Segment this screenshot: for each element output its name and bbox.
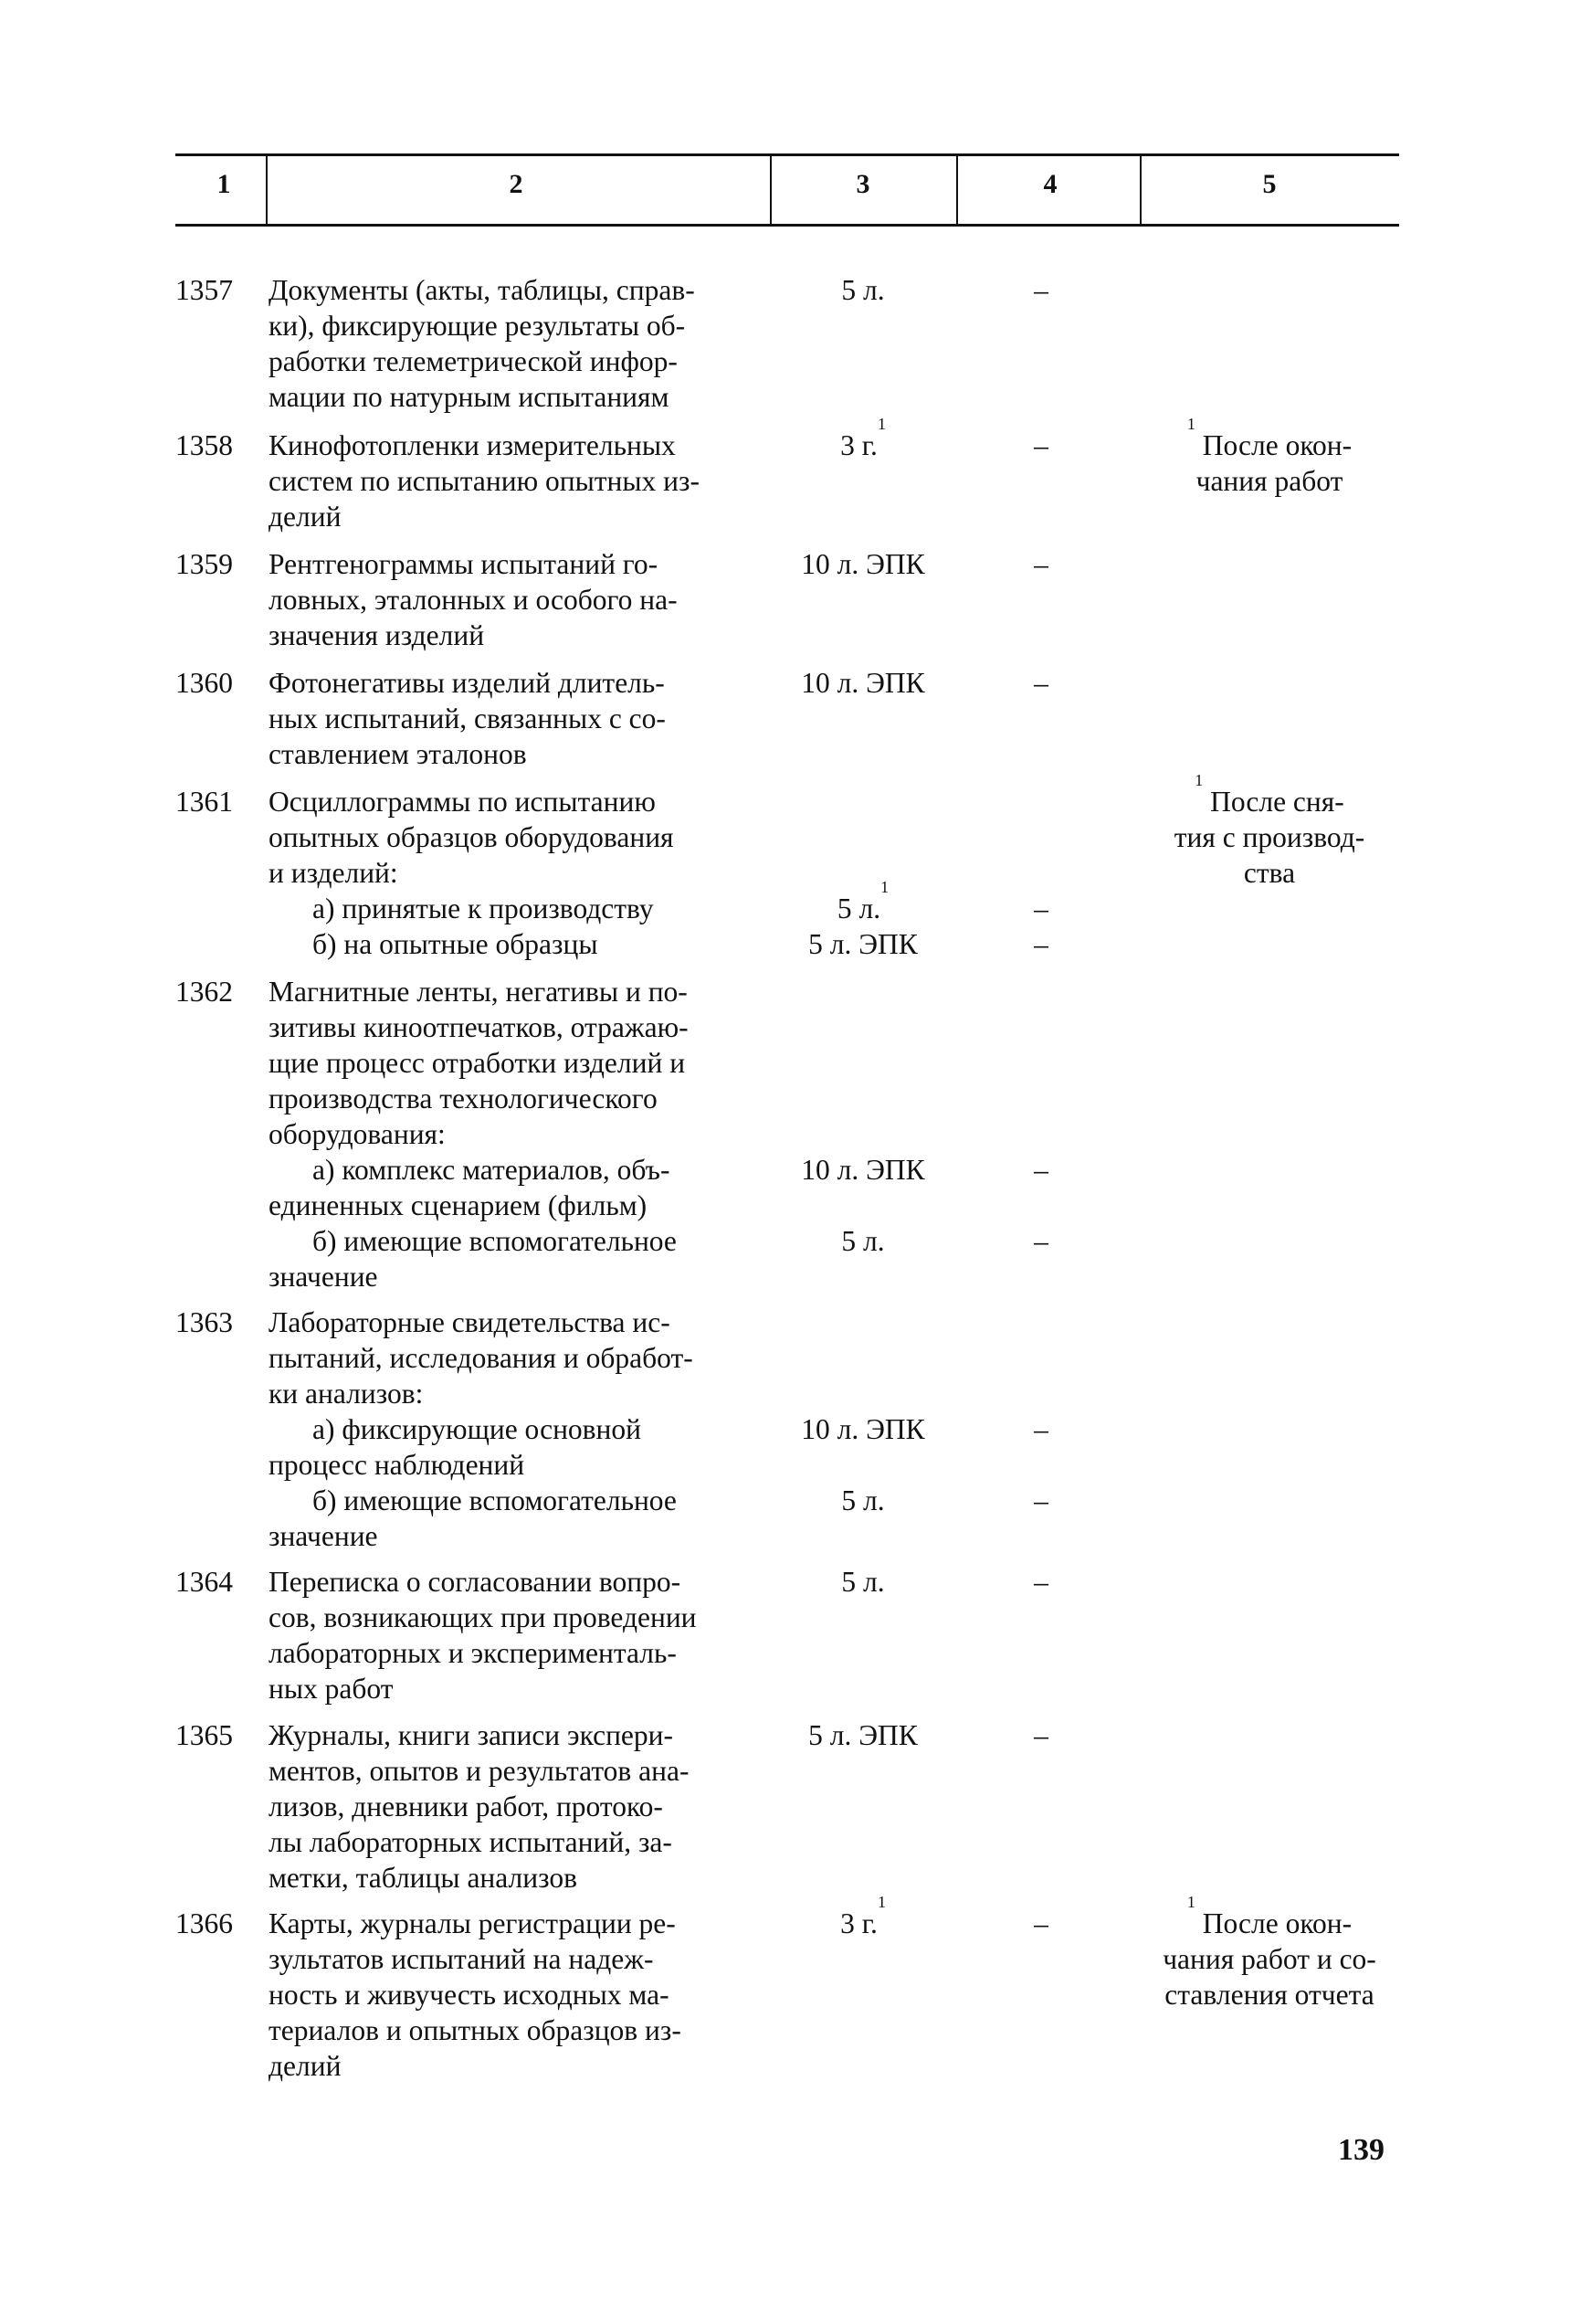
footnote-note-line: ставления отчета: [1164, 1979, 1374, 2011]
term-text: 3 г.: [840, 429, 878, 461]
retention-term: 5 л.: [841, 1566, 885, 1598]
column-4-dash: –: [1034, 548, 1048, 580]
header-col-2: 2: [509, 169, 523, 199]
footnote-note: [1132, 1893, 1406, 1941]
row-description-line: делий: [269, 2050, 342, 2082]
row-description-line: щие процесс отработки изделий и: [269, 1047, 686, 1079]
footnote-note: [1132, 415, 1406, 463]
row-number: 1361: [175, 786, 233, 818]
row-description-line: Магнитные ленты, негативы и по-: [269, 976, 688, 1008]
footnote-note-line: чания работ: [1195, 465, 1343, 497]
footnote-mark: 1: [1186, 415, 1195, 433]
retention-term: [767, 1893, 959, 1941]
column-4-dash: –: [1034, 429, 1048, 461]
row-description-line: ных испытаний, связанных с со-: [269, 702, 666, 734]
sub-item-line: б) имеющие вспомогательное: [312, 1484, 677, 1516]
note-line: После окон-: [1202, 1907, 1353, 1939]
row-description-line: значения изделий: [269, 619, 485, 651]
header-bottom-rule: [175, 224, 1399, 227]
sub-item-continuation: процесс наблюдений: [269, 1449, 525, 1481]
retention-term: [767, 415, 959, 463]
row-description-line: Переписка о согласовании вопро-: [269, 1566, 681, 1598]
row-description-line: делий: [269, 501, 342, 533]
row-number: 1358: [175, 429, 233, 461]
footnote-note-line: тия с производ-: [1174, 821, 1365, 853]
row-description-line: ловных, эталонных и особого на-: [269, 584, 678, 616]
footnote-note: [1132, 771, 1406, 819]
row-description-line: ки), фиксирующие результаты об-: [269, 310, 686, 342]
footnote-note-line: чания работ и со-: [1163, 1943, 1376, 1975]
header-divider-4: [1140, 156, 1142, 224]
sub-item-line: а) принятые к производству: [312, 893, 654, 924]
column-4-dash: –: [1034, 1719, 1048, 1751]
row-description-line: сов, возникающих при проведении: [269, 1601, 697, 1633]
retention-term: 10 л. ЭПК: [801, 667, 925, 699]
row-description-line: систем по испытанию опытных из-: [269, 465, 700, 497]
header-col-3: 3: [856, 169, 870, 199]
sub-item-continuation: единенных сценарием (фильм): [269, 1189, 648, 1221]
row-description-line: опытных образцов оборудования: [269, 821, 674, 853]
sub-item-line: б) на опытные образцы: [312, 928, 598, 960]
row-number: 1357: [175, 274, 233, 306]
row-description-line: зитивы киноотпечатков, отражаю-: [269, 1011, 689, 1043]
term-text: 5 л.: [837, 893, 881, 924]
row-number: 1363: [175, 1306, 233, 1338]
row-description-line: Фотонегативы изделий длитель-: [269, 667, 665, 699]
sub-item-line: а) комплекс материалов, объ-: [312, 1154, 670, 1186]
retention-term: 5 л. ЭПК: [808, 1719, 918, 1751]
retention-term: [767, 878, 959, 926]
row-number: 1365: [175, 1719, 233, 1751]
column-4-dash: –: [1034, 1413, 1048, 1445]
column-4-dash: –: [1034, 1484, 1048, 1516]
column-4-dash: –: [1034, 1225, 1048, 1257]
column-4-dash: –: [1034, 928, 1048, 960]
row-number: 1359: [175, 548, 233, 580]
sub-item-line: б) имеющие вспомогательное: [312, 1225, 677, 1257]
footnote-mark: 1: [877, 1893, 886, 1911]
retention-term: 10 л. ЭПК: [801, 548, 925, 580]
row-description-line: Осциллограммы по испытанию: [269, 786, 656, 818]
row-number: 1364: [175, 1566, 233, 1598]
column-4-dash: –: [1034, 893, 1048, 924]
column-4-dash: –: [1034, 1566, 1048, 1598]
column-4-dash: –: [1034, 667, 1048, 699]
row-description-line: ставлением эталонов: [269, 738, 527, 770]
row-description-line: мации по натурным испытаниям: [269, 381, 669, 413]
row-description-line: лабораторных и эксперименталь-: [269, 1637, 677, 1669]
header-col-1: 1: [216, 169, 231, 199]
footnote-mark: 1: [877, 415, 886, 433]
row-description-line: ки анализов:: [269, 1378, 424, 1410]
row-description-line: лизов, дневники работ, протоко-: [269, 1791, 663, 1822]
row-description-line: Рентгенограммы испытаний го-: [269, 548, 658, 580]
column-4-dash: –: [1034, 1907, 1048, 1939]
column-4-dash: –: [1034, 274, 1048, 306]
row-number: 1366: [175, 1907, 233, 1939]
row-description-line: териалов и опытных образцов из-: [269, 2014, 681, 2046]
footnote-note-line: ства: [1243, 857, 1296, 889]
row-description-line: ность и живучесть исходных ма-: [269, 1979, 669, 2011]
header-divider-2: [770, 156, 772, 224]
header-top-rule: [175, 153, 1399, 156]
retention-term: 10 л. ЭПК: [801, 1154, 925, 1186]
note-line: После окон-: [1202, 429, 1353, 461]
sub-item-line: а) фиксирующие основной: [312, 1413, 642, 1445]
row-description-line: Карты, журналы регистрации ре-: [269, 1907, 676, 1939]
retention-term: 5 л. ЭПК: [808, 928, 918, 960]
retention-term: 5 л.: [841, 274, 885, 306]
row-number: 1360: [175, 667, 233, 699]
retention-term: 5 л.: [841, 1484, 885, 1516]
row-description-line: Кинофотопленки измерительных: [269, 429, 676, 461]
column-4-dash: –: [1034, 1154, 1048, 1186]
row-description-line: производства технологического: [269, 1083, 658, 1114]
footnote-mark: 1: [1195, 771, 1204, 789]
footnote-mark: 1: [1186, 1893, 1195, 1911]
row-description-line: Документы (акты, таблицы, справ-: [269, 274, 695, 306]
page-number: 139: [1338, 2133, 1385, 2167]
sub-item-continuation: значение: [269, 1261, 378, 1293]
row-description-line: и изделий:: [269, 857, 398, 889]
row-description-line: лы лабораторных испытаний, за-: [269, 1826, 672, 1858]
term-text: 3 г.: [840, 1907, 878, 1939]
retention-term: 5 л.: [841, 1225, 885, 1257]
row-number: 1362: [175, 976, 233, 1008]
row-description-line: Лабораторные свидетельства ис-: [269, 1306, 670, 1338]
row-description-line: пытаний, исследования и обработ-: [269, 1342, 693, 1374]
row-description-line: метки, таблицы анализов: [269, 1862, 577, 1894]
sub-item-continuation: значение: [269, 1520, 378, 1552]
retention-term: 10 л. ЭПК: [801, 1413, 925, 1445]
footnote-mark: 1: [880, 878, 890, 896]
header-divider-3: [956, 156, 958, 224]
header-col-4: 4: [1043, 169, 1058, 199]
header-divider-1: [266, 156, 268, 224]
row-description-line: оборудования:: [269, 1118, 446, 1150]
note-line: После сня-: [1210, 786, 1344, 818]
row-description-line: Журналы, книги записи экспери-: [269, 1719, 673, 1751]
row-description-line: ных работ: [269, 1673, 394, 1705]
row-description-line: ментов, опытов и результатов ана-: [269, 1755, 690, 1787]
header-col-5: 5: [1262, 169, 1277, 199]
row-description-line: работки телеметрической инфор-: [269, 345, 678, 377]
row-description-line: зультатов испытаний на надеж-: [269, 1943, 654, 1975]
